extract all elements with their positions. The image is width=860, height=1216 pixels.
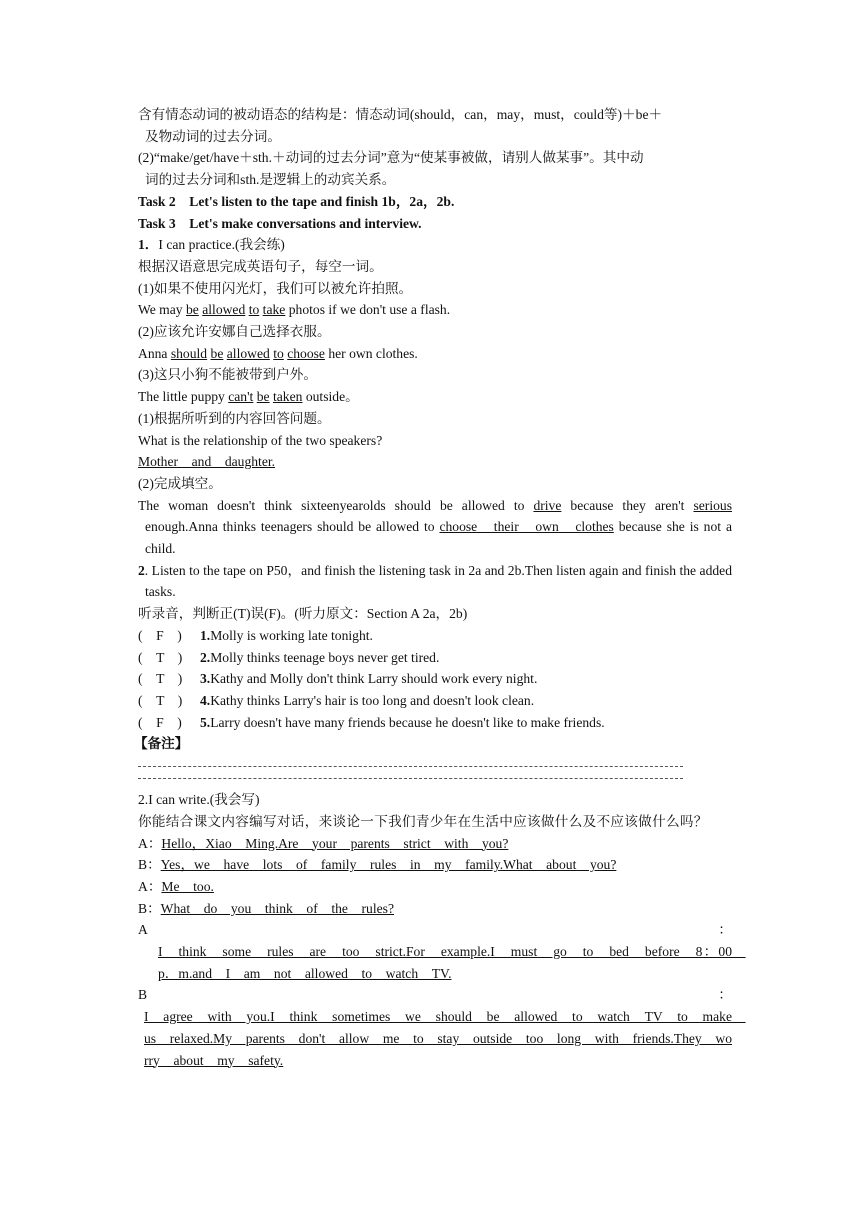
section-3-title: 2.I can write.(我会写) xyxy=(138,792,260,808)
section-1-title: 1．I can practice.(我会练) xyxy=(138,237,285,253)
task-2-heading: Task 2 Let's listen to the tape and finish 1b，2a，2b. xyxy=(138,193,455,209)
document-page xyxy=(134,104,746,1071)
section-3-instruction: 你能结合课文内容编写对话，来谈论一下我们青少年在生活中应该做什么及不应该做什么吗？ xyxy=(138,813,708,829)
listening-part-2-chinese: (2)完成填空。 xyxy=(138,475,222,491)
dialogue-line-a2: A：Me too. xyxy=(138,878,214,894)
list-item: ( F ) 5.Larry doesn't have many friends because he doesn't like to make friends. xyxy=(138,714,605,730)
dialogue-line-b2: B：What do you think of the rules? xyxy=(138,900,394,916)
dialogue-speaker-b3: B ： xyxy=(138,987,732,1003)
question-3-english: The little puppy can't be taken outside。 xyxy=(138,389,359,405)
question-1-chinese: (1)如果不使用闪光灯，我们可以被允许拍照。 xyxy=(138,280,413,296)
notes-heading: 【备注】 xyxy=(134,736,189,752)
listening-part-1-chinese: (1)根据所听到的内容回答问题。 xyxy=(138,410,331,426)
section-2-title: 2. Listen to the tape on P50，and finish the listening task in 2a and 2b.Then listen again and finish the added tasks. xyxy=(138,562,732,600)
dialogue-line-b1: B：Yes，we have lots of family rules in my family.What about you? xyxy=(138,857,617,873)
dialogue-speaker-a3: A ： xyxy=(138,922,732,938)
listening-part-1-answer: Mother and daughter. xyxy=(138,454,276,470)
list-item: ( T ) 4.Kathy thinks Larry's hair is too long and doesn't look clean. xyxy=(138,692,535,708)
dialogue-line-a3: I think some rules are too strict.For example.I must go to bed before 8：00 p．m.and I am not allowed to watch TV. xyxy=(158,944,746,981)
dialogue-line-b3: I agree with you.I think sometimes we should be allowed to watch TV to make us relaxed.My parents don't allow me to stay outside too long with friends.They worry about my safety. xyxy=(144,1009,746,1068)
true-false-list xyxy=(138,625,732,734)
grammar-note-1: 含有情态动词的被动语态的结构是：情态动词(should，can，may，must，could等)＋be＋ 及物动词的过去分词。 xyxy=(138,107,663,144)
question-2-chinese: (2)应该允许安娜自己选择衣服。 xyxy=(138,324,331,340)
question-3-chinese: (3)这只小狗不能被带到户外。 xyxy=(138,367,317,383)
question-1-english: We may be allowed to take photos if we don't use a flash. xyxy=(138,302,451,318)
note-line xyxy=(138,766,683,767)
task-3-heading: Task 3 Let's make conversations and interview. xyxy=(138,215,422,231)
list-item: ( F ) 1.Molly is working late tonight. xyxy=(138,627,373,643)
dialogue-line-a1: A：Hello，Xiao Ming.Are your parents strict with you? xyxy=(138,835,509,851)
grammar-note-2: (2)“make/get/have＋sth.＋动词的过去分词”意为“使某事被做，请别人做某事”。其中动 词的过去分词和sth.是逻辑上的动宾关系。 xyxy=(138,150,644,188)
question-2-english: Anna should be allowed to choose her own clothes. xyxy=(138,345,418,361)
section-1-instruction: 根据汉语意思完成英语句子，每空一词。 xyxy=(138,258,383,274)
section-2-instruction: 听录音，判断正(T)误(F)。(听力原文：Section A 2a，2b) xyxy=(138,606,468,622)
list-item: ( T ) 3.Kathy and Molly don't think Larry should work every night. xyxy=(138,671,538,687)
list-item: ( T ) 2.Molly thinks teenage boys never get tired. xyxy=(138,649,440,665)
listening-part-1-question: What is the relationship of the two speakers? xyxy=(138,432,383,448)
listening-part-2-paragraph: The woman doesn't think sixteenyearolds should be allowed to drive because they aren't serious enough.Anna thinks teenagers should be allowed to choose their own clothes because she is not a child. xyxy=(138,497,732,557)
note-line xyxy=(138,778,683,779)
